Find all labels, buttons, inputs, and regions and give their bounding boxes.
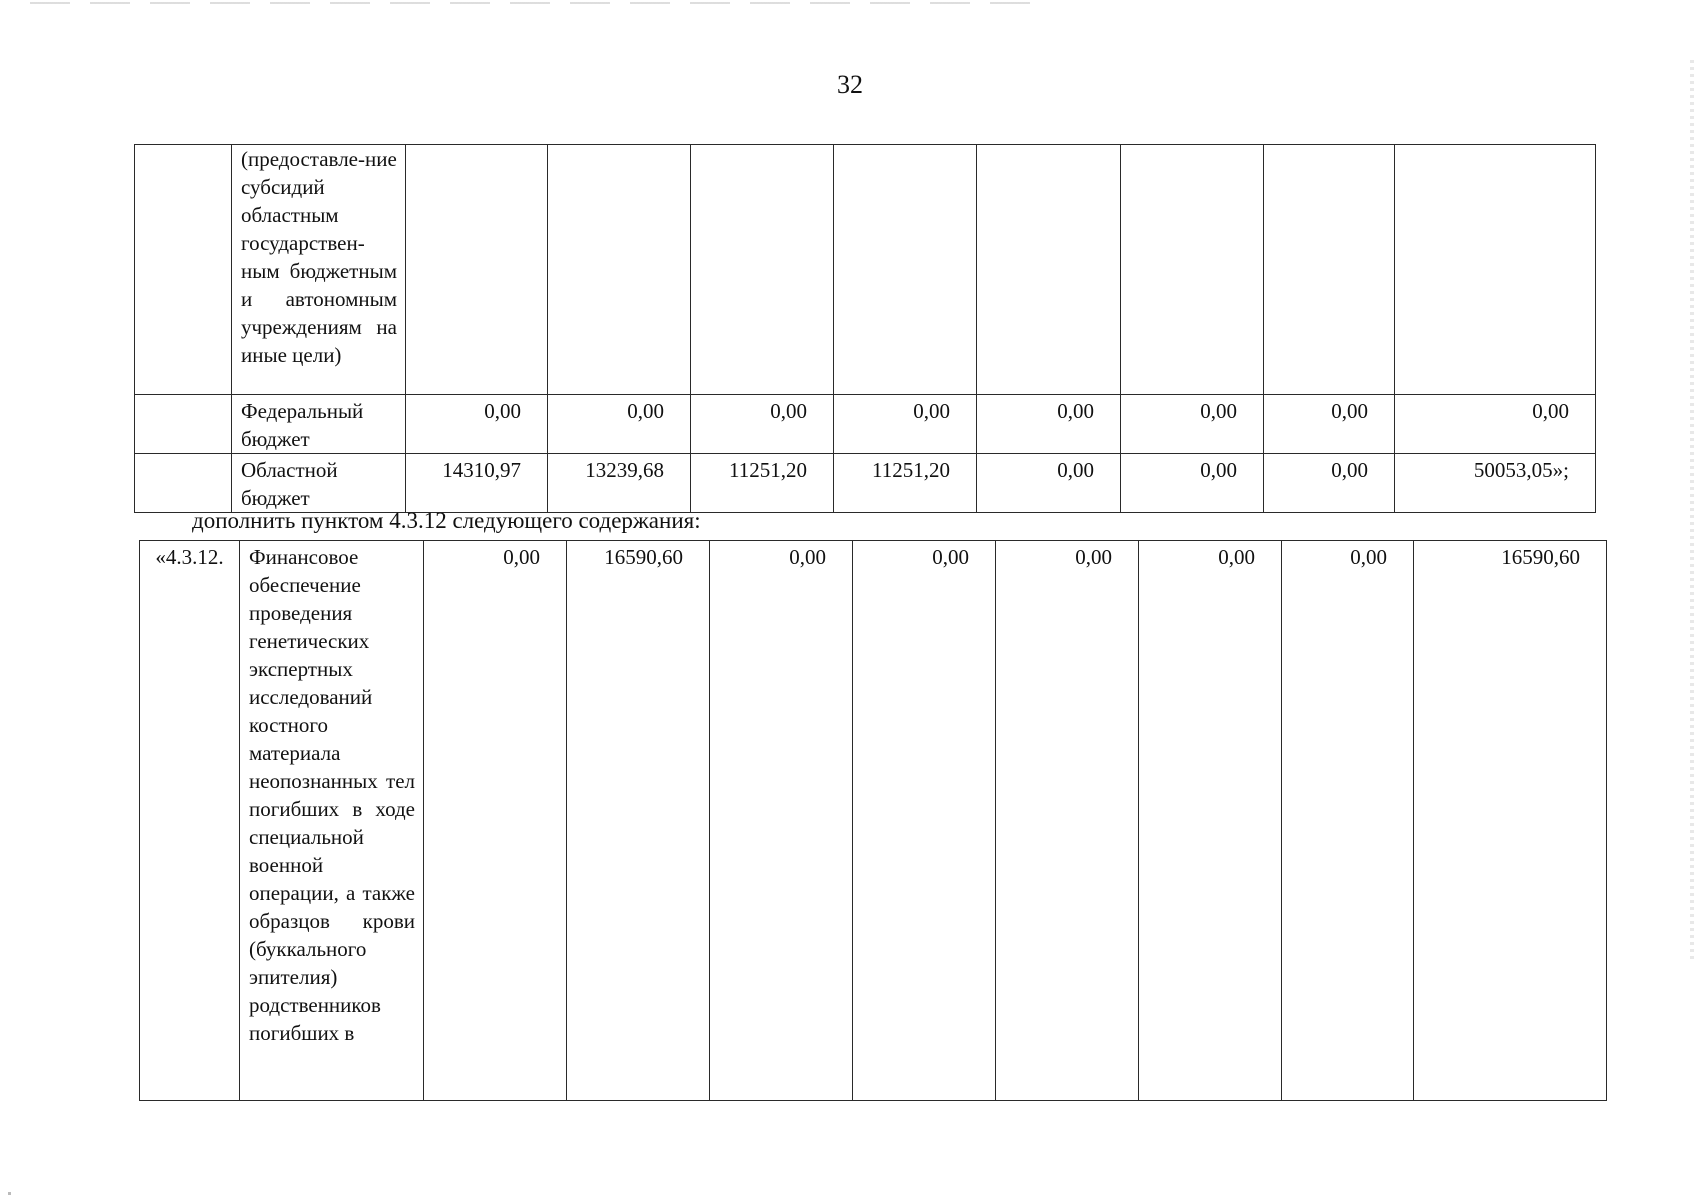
value-cell: 14310,97 xyxy=(406,454,548,513)
value-cell xyxy=(1264,145,1395,395)
value-cell: 0,00 xyxy=(710,541,853,1101)
value-cell xyxy=(977,145,1121,395)
scan-artifact-dot xyxy=(8,1192,11,1195)
value-cell: 0,00 xyxy=(424,541,567,1101)
value-cell xyxy=(548,145,691,395)
value-cell: 11251,20 xyxy=(691,454,834,513)
scan-artifact-top xyxy=(30,2,1030,4)
value-cell: 0,00 xyxy=(977,395,1121,454)
value-cell: 0,00 xyxy=(691,395,834,454)
value-cell: 0,00 xyxy=(1264,454,1395,513)
code-cell xyxy=(135,145,232,395)
table-row xyxy=(135,145,1596,395)
value-cell xyxy=(406,145,548,395)
value-cell: 16590,60 xyxy=(1414,541,1607,1101)
description-cell: (предоставле-ние субсидий областным государствен-ным бюджетным и автономным учреждениям на иные цели) xyxy=(232,145,406,395)
code-cell: «4.3.12. xyxy=(140,541,240,1101)
value-cell: 0,00 xyxy=(996,541,1139,1101)
value-cell: 0,00 xyxy=(1395,395,1596,454)
amendment-text: дополнить пунктом 4.3.12 следующего содержания: xyxy=(192,508,701,533)
budget-table-new-item xyxy=(139,540,1607,1101)
table-row xyxy=(135,454,1596,513)
value-cell xyxy=(1395,145,1596,395)
budget-table-continuation xyxy=(134,144,1596,513)
value-cell: 0,00 xyxy=(1139,541,1282,1101)
description-cell: Финансовое обеспечение проведения генетических экспертных исследований костного материала неопознанных тел погибших в ходе специальной военной операции, а также образцов крови (буккального эпителия) родственников погибших в xyxy=(240,541,424,1101)
description-cell: Федеральный бюджет xyxy=(232,395,406,454)
table-row xyxy=(140,541,1607,1101)
value-cell: 13239,68 xyxy=(548,454,691,513)
value-cell: 0,00 xyxy=(977,454,1121,513)
value-cell: 0,00 xyxy=(548,395,691,454)
value-cell xyxy=(691,145,834,395)
table-row xyxy=(135,395,1596,454)
value-cell: 0,00 xyxy=(1282,541,1414,1101)
code-cell xyxy=(135,454,232,513)
code-cell xyxy=(135,395,232,454)
scan-artifact-right xyxy=(1690,60,1694,960)
value-cell: 0,00 xyxy=(1121,454,1264,513)
value-cell: 0,00 xyxy=(853,541,996,1101)
value-cell xyxy=(834,145,977,395)
value-cell: 11251,20 xyxy=(834,454,977,513)
value-cell: 0,00 xyxy=(1121,395,1264,454)
value-cell: 0,00 xyxy=(1264,395,1395,454)
description-cell: Областной бюджет xyxy=(232,454,406,513)
value-cell: 16590,60 xyxy=(567,541,710,1101)
page-number: 32 xyxy=(837,70,863,99)
value-cell: 50053,05»; xyxy=(1395,454,1596,513)
value-cell xyxy=(1121,145,1264,395)
value-cell: 0,00 xyxy=(834,395,977,454)
value-cell: 0,00 xyxy=(406,395,548,454)
